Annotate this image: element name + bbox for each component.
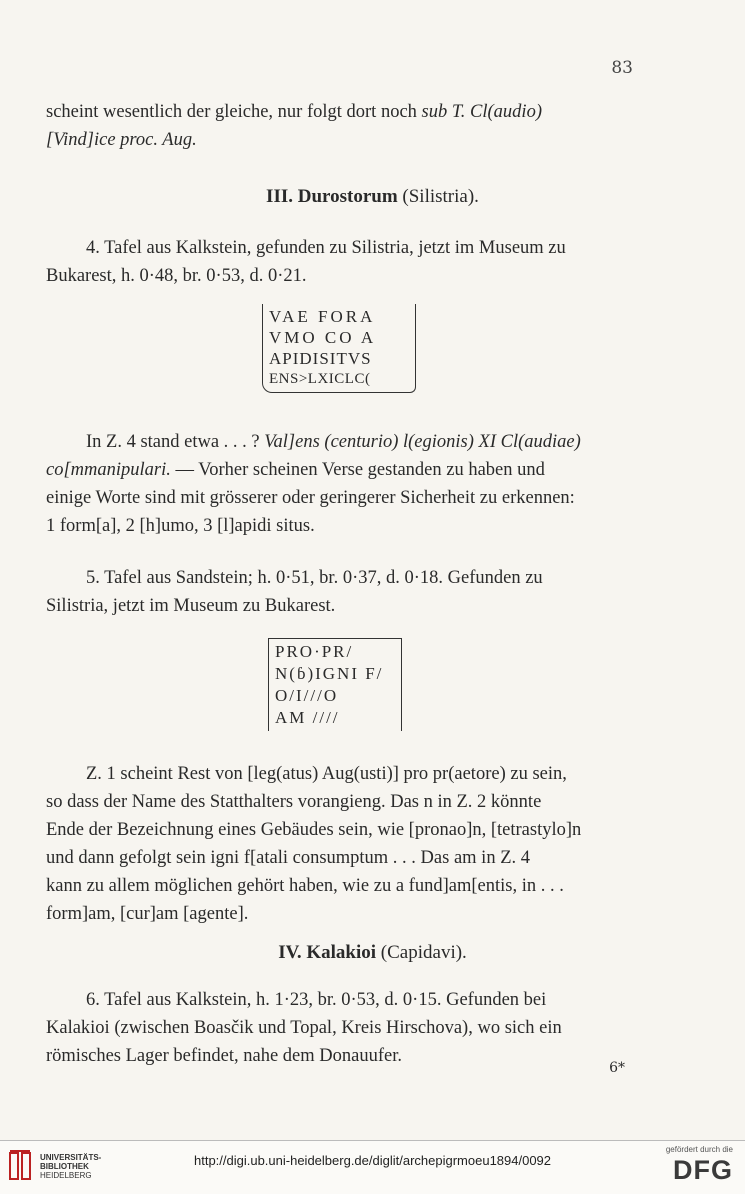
paragraph-item4: [46, 234, 640, 290]
comment4-line2: — Vorher scheinen Verse gestanden zu haben und: [170, 460, 545, 480]
item4-line2: Bukarest, h. 0·48, br. 0·53, d. 0·21.: [46, 266, 307, 286]
dfg-logo: DFG: [673, 1155, 733, 1185]
inscription2-line: O/I///O: [275, 686, 339, 705]
comment4-line4: 1 form[a], 2 [h]umo, 3 [l]apidi situs.: [46, 516, 315, 536]
comment4-line2-italic: co[mmanipulari.: [46, 460, 171, 480]
comment5-line: kann zu allem möglichen gehört haben, wie zu a fund]am[entis, in . . .: [46, 876, 564, 896]
inscription1-line: APIDISITVS: [269, 349, 372, 368]
inscription2-line: PRO·PR/: [275, 642, 354, 661]
comment5-line: form]am, [cur]am [agente].: [46, 904, 249, 924]
item4-line1: 4. Tafel aus Kalkstein, gefunden zu Silistria, jetzt im Museum zu: [86, 238, 566, 258]
intro-line1-italic: sub T. Cl(audio): [421, 102, 542, 122]
comment5-line: Z. 1 scheint Rest von [leg(atus) Aug(usti)] pro pr(aetore) zu sein,: [86, 764, 567, 784]
item5-line2: Silistria, jetzt im Museum zu Bukarest.: [46, 596, 336, 616]
inscription2-line: AM ////: [275, 708, 340, 727]
inscription1-line: VMO CO A: [269, 328, 377, 347]
comment5-line: und dann gefolgt sein igni f[atali consumptum . . . Das am in Z. 4: [46, 848, 530, 868]
item6-line: Kalakioi (zwischen Boasčik und Topal, Kreis Hirschova), wo sich ein: [46, 1018, 562, 1038]
comment4-line3: einige Worte sind mit grösserer oder geringerer Sicherheit zu erkennen:: [46, 488, 575, 508]
comment4-line1: In Z. 4 stand etwa . . . ?: [86, 432, 265, 452]
library-name-line: UNIVERSITÄTS-: [40, 1153, 102, 1162]
page-number: 83: [611, 58, 633, 78]
comment5-line: so dass der Name des Statthalters vorangieng. Das n in Z. 2 könnte: [46, 792, 542, 812]
paragraph-item5: [46, 564, 640, 620]
section-title: IV. Kalakioi: [278, 942, 377, 963]
comment5-line: Ende der Bezeichnung eines Gebäudes sein, wie [pronao]n, [tetrastylo]n: [46, 820, 582, 840]
intro-line2: [Vind]ice proc. Aug.: [46, 130, 197, 150]
item6-line: römisches Lager befindet, nahe dem Donauufer.: [46, 1046, 402, 1066]
signature-mark: 6*: [609, 1060, 625, 1076]
item6-line: 6. Tafel aus Kalkstein, h. 1·23, br. 0·53, d. 0·15. Gefunden bei: [86, 990, 547, 1010]
inscription1-line: ENS>LXICLC(: [269, 371, 371, 387]
footer-bar: [0, 1140, 745, 1194]
section-heading-durostorum: [0, 186, 745, 208]
inscription2-line: N(ɓ)IGNI F/: [275, 664, 384, 683]
paragraph-intro: [46, 98, 640, 154]
section-subtitle: (Capidavi).: [380, 942, 467, 963]
source-url-link[interactable]: http://digi.ub.uni-heidelberg.de/diglit/archepigrmoeu1894/0092: [193, 1153, 552, 1168]
inscription-drawing-1: [262, 304, 416, 393]
funding-note: gefördert durch die: [665, 1145, 733, 1154]
comment4-line1-italic: Val]ens (centurio) l(egionis) XI Cl(audiae): [264, 432, 581, 452]
inscription-drawing-2: [268, 638, 402, 731]
section-subtitle: (Silistria).: [402, 186, 479, 207]
item5-line1: 5. Tafel aus Sandstein; h. 0·51, br. 0·37, d. 0·18. Gefunden zu: [86, 568, 543, 588]
intro-line1: scheint wesentlich der gleiche, nur folgt dort noch: [46, 102, 422, 122]
library-name-line: BIBLIOTHEK: [40, 1162, 89, 1171]
library-name-line: HEIDELBERG: [40, 1171, 92, 1180]
inscription1-line: VAE FORA: [269, 307, 376, 326]
paragraph-commentary4: [46, 428, 640, 540]
paragraph-commentary5: [46, 760, 640, 928]
section-title: III. Durostorum: [266, 186, 398, 207]
paragraph-item6: [46, 986, 640, 1070]
section-heading-kalakioi: [0, 942, 745, 964]
